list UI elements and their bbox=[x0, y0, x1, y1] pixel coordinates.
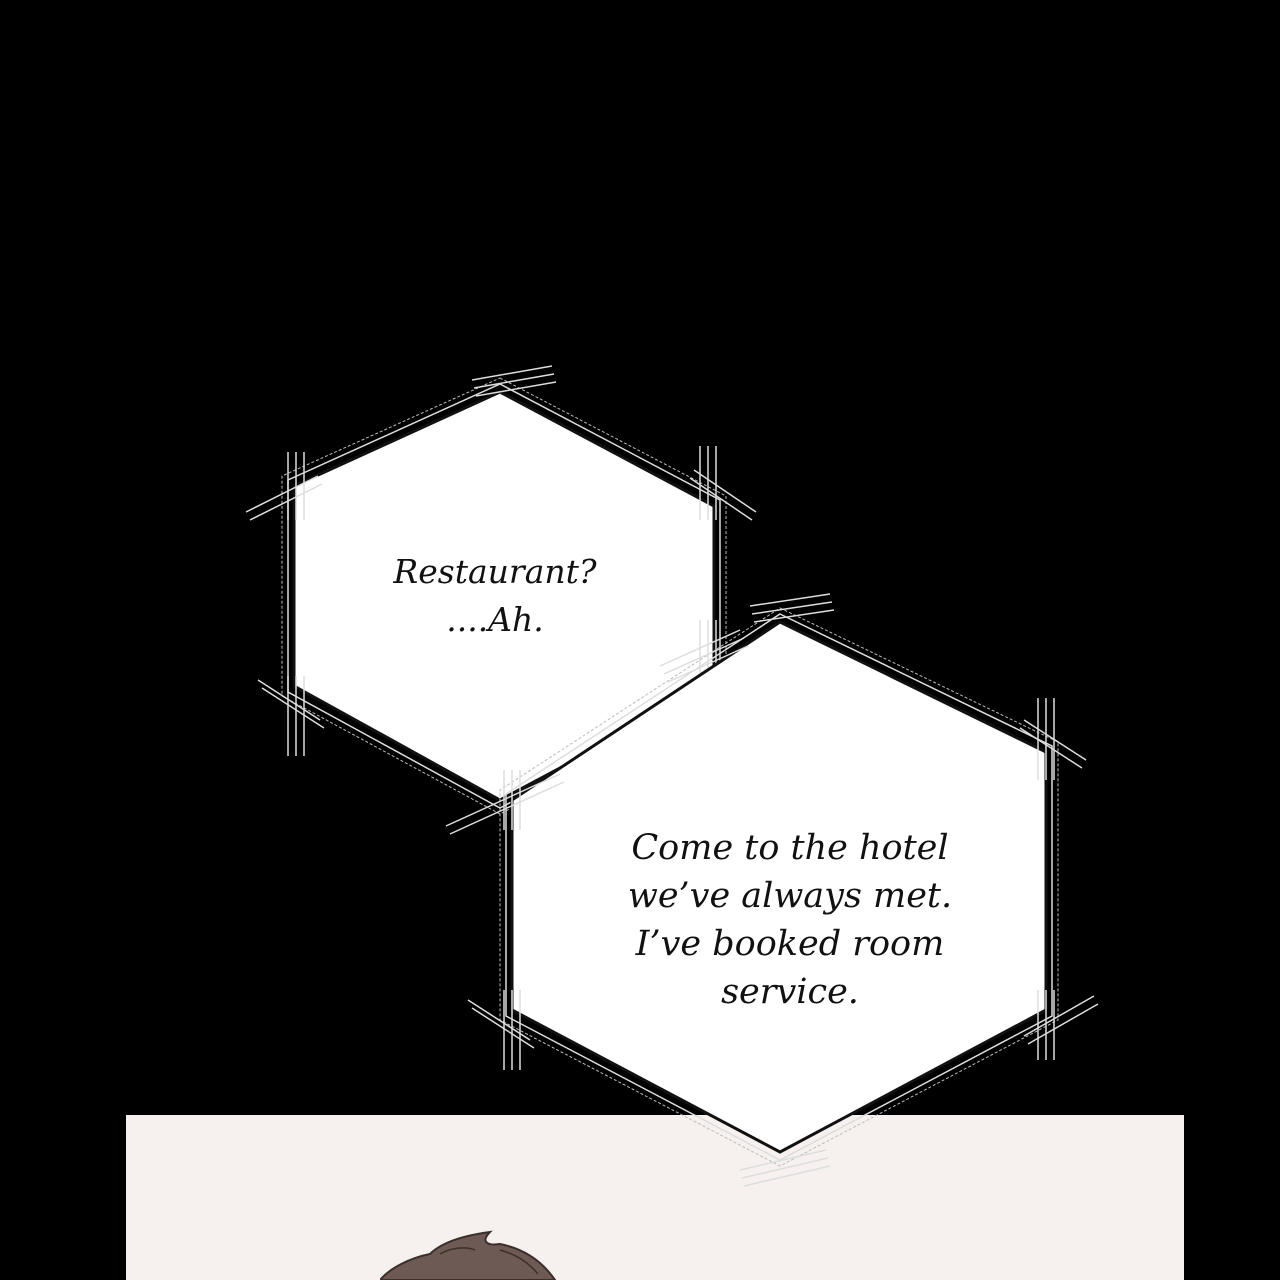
bubble-1-text: Restaurant? ....Ah. bbox=[393, 552, 597, 639]
bubble-2-text: Come to the hotel we’ve always met. I’ve booked room service. bbox=[627, 828, 953, 1012]
